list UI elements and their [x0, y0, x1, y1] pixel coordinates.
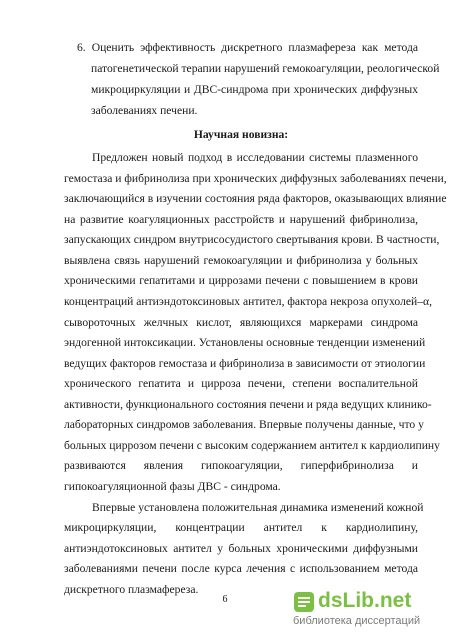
page-number: 6	[222, 594, 228, 605]
paragraph-line: лабораторных синдромов заболевания. Впервые получены данные, что у	[64, 418, 424, 431]
paragraph-line: гемостаза и фибринолиза при хронических диффузных заболеваниях печени,	[64, 172, 447, 185]
paragraph-line: сывороточных желчных кислот, являющихся маркерами синдрома	[64, 316, 418, 329]
paragraph-line: антиэндотоксиновых антител у больных хроническими диффузными	[64, 542, 418, 555]
paragraph-line: хронического гепатита и цирроза печени, степени воспалительной	[64, 377, 418, 390]
dslib-logo-icon	[293, 591, 315, 613]
list-item-6-line-1: 6. Оценить эффективность дискретного плазмафереза как метода	[77, 41, 418, 54]
watermark-caption: библиотека диссертаций	[293, 615, 421, 627]
paragraph-line: ведущих факторов гемостаза и фибринолиза в зависимости от этиологии	[64, 357, 426, 370]
paragraph-line: развиваются явления гипокоагуляции, гиперфибринолиза и	[64, 459, 418, 472]
paragraph-line: концентраций антиэндотоксиновых антител, фактора некроза опухолей–α,	[64, 295, 432, 308]
section-heading-novelty: Научная новизна:	[193, 128, 289, 141]
paragraph-line: эндогенной интоксикации. Установлены основные тенденции изменений	[64, 336, 426, 349]
paragraph-line: гипокоагуляционной фазы ДВС - синдрома.	[64, 480, 281, 493]
paragraph-line: дискретного плазмафереза.	[64, 583, 199, 596]
list-item-6-line-4: заболеваниях печени.	[91, 104, 198, 117]
paragraph-line: микроциркуляции, концентрации антител к кардиолипину,	[64, 521, 418, 534]
paragraph-line: Впервые установлена положительная динамика изменений кожной	[92, 501, 424, 514]
paragraph-line: Предложен новый подход в исследовании системы плазменного	[92, 151, 418, 164]
paragraph-line: заболеваниями печени после курса лечения с использованием метода	[64, 562, 418, 575]
paragraph-line: хроническими гепатитами и циррозами печени с повышением в крови	[64, 274, 418, 287]
dslib-watermark	[293, 588, 445, 632]
paragraph-line: выявлена связь нарушений гемокоагуляции и фибринолиза у больных	[64, 254, 418, 267]
paragraph-line: активности, функционального состояния печени и ряда ведущих клинико-	[64, 398, 432, 411]
list-item-6-line-3: микроциркуляции и ДВС-синдрома при хронических диффузных	[91, 83, 418, 96]
paragraph-line: заключающийся в изучении состояния ряда факторов, оказывающих влияние	[64, 192, 447, 205]
paragraph-line: больных циррозом печени с высоким содержанием антител к кардиолипину	[64, 439, 440, 452]
paragraph-line: запускающих синдром внутрисосудистого свертывания крови. В частности,	[64, 233, 440, 246]
paragraph-line: на развитие коагуляционных расстройств и нарушений фибринолиза,	[64, 213, 418, 226]
list-item-6-line-2: патогенетической терапии нарушений гемокоагуляции, реологической	[91, 62, 440, 75]
watermark-brand: dsLib.net	[318, 589, 412, 612]
